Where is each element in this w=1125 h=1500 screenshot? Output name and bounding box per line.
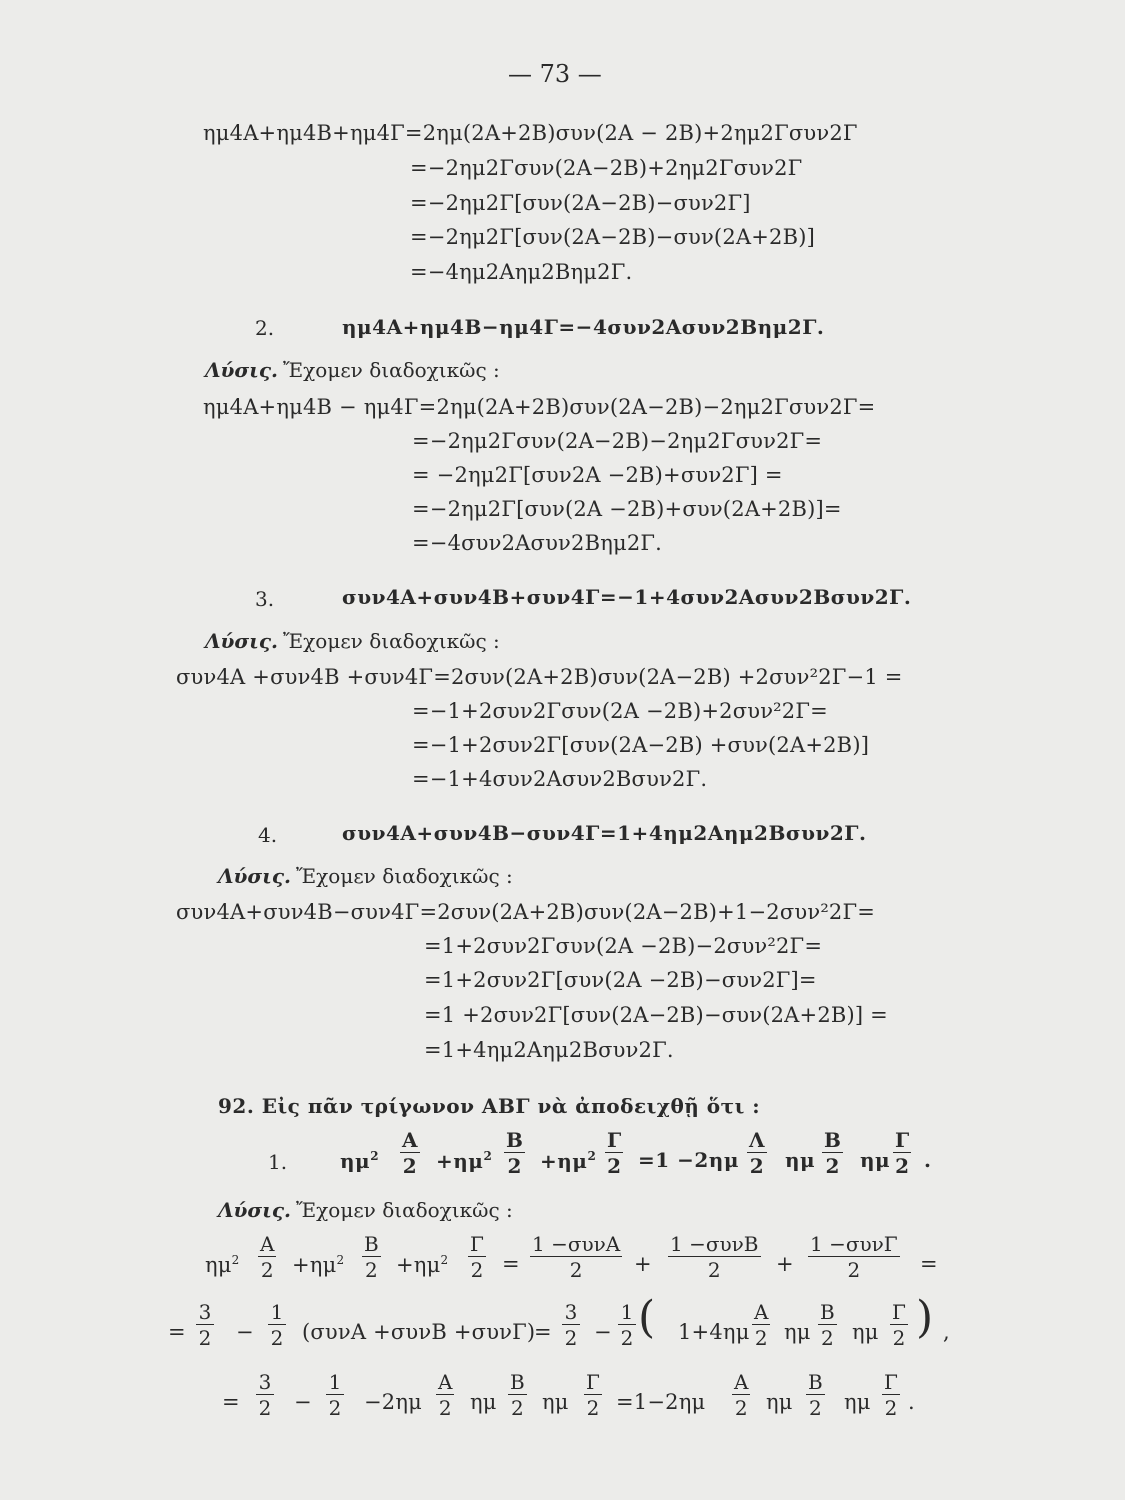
fraction: Γ 2: [890, 1302, 908, 1348]
item-statement: ημ4Α+ημ4Β−ημ4Γ=−4συν2Ασυν2Βημ2Γ.: [342, 315, 825, 339]
derivation-line: =−2ημ2Γ[συν(2Α −2Β)+συν(2Α+2Β)]=: [412, 497, 842, 521]
page-number: — 73 —: [508, 60, 602, 88]
item-statement: συν4Α+συν4Β+συν4Γ=−1+4συν2Ασυν2Βσυν2Γ.: [342, 585, 912, 609]
lysis-label: Λύσις.: [218, 864, 291, 888]
derivation-line: =−2ημ2Γ[συν(2Α−2Β)−συν2Γ]: [410, 191, 751, 215]
fraction: Α 2: [260, 1232, 275, 1282]
derivation-line: =−1+2συν2Γ[συν(2Α−2Β) +συν(2Α+2Β)]: [412, 733, 870, 757]
item-number: 4.: [258, 823, 278, 847]
item-statement: συν4Α+συν4Β−συν4Γ=1+4ημ2Αημ2Βσυν2Γ.: [342, 821, 867, 845]
fraction: 3 2: [562, 1302, 580, 1348]
formula-text: ημ: [785, 1148, 816, 1172]
section-heading: 92. Εἰς πᾶν τρίγωνον ΑΒΓ νὰ ἀποδειχθῇ ὅτι :: [218, 1094, 761, 1118]
derivation-line: συν4Α +συν4Β +συν4Γ=2συν(2Α+2Β)συν(2Α−2Β) +2συν²2Γ−1 =: [176, 665, 903, 689]
lysis-label: Λύσις.: [218, 1198, 291, 1222]
formula-text: $+\eta\mu^2$: [396, 1253, 449, 1277]
derivation-line: =1+2συν2Γσυν(2Α −2Β)−2συν²2Γ=: [424, 934, 823, 958]
fraction: Β 2: [824, 1128, 841, 1178]
formula-text: =: [168, 1320, 186, 1344]
fraction: Α 2: [402, 1128, 418, 1178]
formula-text: ημ: [766, 1390, 793, 1414]
fraction: 3 2: [256, 1372, 274, 1418]
item-number: 1.: [268, 1150, 288, 1174]
fraction: 1 2: [268, 1302, 286, 1348]
fraction: Β 2: [506, 1128, 523, 1178]
derivation-line: συν4Α+συν4Β−συν4Γ=2συν(2Α+2Β)συν(2Α−2Β)+1−2συν²2Γ=: [176, 900, 876, 924]
item-number: 3.: [255, 587, 275, 611]
lysis-label: Λύσις.: [205, 629, 278, 653]
formula-text: .: [924, 1148, 932, 1172]
formula-text: ημ: [844, 1390, 871, 1414]
formula-text: ημ: [542, 1390, 569, 1414]
fraction: Γ 2: [468, 1234, 486, 1280]
formula-text: ): [916, 1292, 934, 1343]
fraction: 1 −συνΒ 2: [670, 1232, 759, 1282]
derivation-line: ημ4Α+ημ4Β − ημ4Γ=2ημ(2Α+2Β)συν(2Α−2Β)−2ημ2Γσυν2Γ=: [203, 395, 876, 419]
formula-text: ,: [943, 1320, 950, 1344]
lysis-label: Λύσις.: [205, 358, 278, 382]
formula-text: $\eta\mu^2$: [205, 1253, 240, 1277]
formula-text: $\eta\mu^2$: [340, 1149, 380, 1173]
fraction: 1 −συνΑ 2: [532, 1232, 621, 1282]
fraction: 1 2: [618, 1302, 636, 1348]
formula-text: =1−2ημ: [616, 1390, 706, 1414]
formula-text: −: [236, 1320, 254, 1344]
fraction: 3 2: [196, 1302, 214, 1348]
formula-text: ημ: [470, 1390, 497, 1414]
derivation-line: =−4συν2Ασυν2Βημ2Γ.: [412, 531, 663, 555]
derivation-line: =−1+2συν2Γσυν(2Α −2Β)+2συν²2Γ=: [412, 699, 828, 723]
fraction: Λ 2: [749, 1128, 765, 1178]
formula-text: =: [920, 1252, 938, 1276]
lysis-text: Ἔχομεν διαδοχικῶς :: [283, 629, 500, 653]
derivation-line: ημ4Α+ημ4Β+ημ4Γ=2ημ(2Α+2Β)συν(2Α − 2Β)+2ημ2Γσυν2Γ: [203, 121, 858, 145]
formula-text: (: [638, 1292, 656, 1343]
lysis-text: Ἔχομεν διαδοχικῶς :: [296, 1198, 513, 1222]
formula-text: =1 −2ημ: [638, 1148, 739, 1172]
fraction: Α 2: [438, 1370, 453, 1420]
lysis-text: Ἔχομεν διαδοχικῶς :: [283, 358, 500, 382]
fraction: Γ 2: [584, 1372, 602, 1418]
formula-text: =: [502, 1252, 520, 1276]
derivation-line: =−2ημ2Γ[συν(2Α−2Β)−συν(2Α+2Β)]: [410, 225, 816, 249]
derivation-line: =−2ημ2Γσυν(2Α−2Β)−2ημ2Γσυν2Γ=: [412, 429, 823, 453]
fraction: Γ 2: [895, 1128, 910, 1178]
derivation-line: =−2ημ2Γσυν(2Α−2Β)+2ημ2Γσυν2Γ: [410, 156, 803, 180]
formula-text: ημ: [852, 1320, 879, 1344]
derivation-line: =−4ημ2Αημ2Βημ2Γ.: [410, 260, 633, 284]
formula-text: (συνΑ +συνΒ +συνΓ): [302, 1320, 536, 1344]
formula-text: ημ: [784, 1320, 811, 1344]
fraction: 1 2: [326, 1372, 344, 1418]
derivation-line: = −2ημ2Γ[συν2Α −2Β)+συν2Γ] =: [412, 463, 783, 487]
fraction: Β 2: [510, 1370, 525, 1420]
formula-text: 1+4ημ: [678, 1320, 750, 1344]
derivation-line: =−1+4συν2Ασυν2Βσυν2Γ.: [412, 767, 708, 791]
formula-text: =: [222, 1390, 240, 1414]
formula-text: $+\eta\mu^2$: [292, 1253, 345, 1277]
formula-text: −2ημ: [364, 1390, 422, 1414]
formula-text: ημ: [860, 1148, 891, 1172]
fraction: Β 2: [820, 1300, 835, 1350]
formula-text: $+\eta\mu^2$: [436, 1149, 493, 1173]
formula-text: −: [294, 1390, 312, 1414]
derivation-line: =1 +2συν2Γ[συν(2Α−2Β)−συν(2Α+2Β)] =: [424, 1003, 888, 1027]
formula-text: =: [534, 1320, 552, 1344]
lysis-text: Ἔχομεν διαδοχικῶς :: [296, 864, 513, 888]
derivation-line: =1+4ημ2Αημ2Βσυν2Γ.: [424, 1038, 674, 1062]
fraction: 1 −συνΓ 2: [810, 1232, 898, 1282]
formula-text: +: [634, 1252, 652, 1276]
item-number: 2.: [255, 316, 275, 340]
derivation-line: =1+2συν2Γ[συν(2Α −2Β)−συν2Γ]=: [424, 968, 817, 992]
formula-text: −: [594, 1320, 612, 1344]
fraction: Β 2: [808, 1370, 823, 1420]
formula-text: +: [776, 1252, 794, 1276]
fraction: Α 2: [734, 1370, 749, 1420]
fraction: Α 2: [754, 1300, 769, 1350]
fraction: Γ 2: [607, 1128, 622, 1178]
formula-text: .: [908, 1390, 915, 1414]
formula-text: $+\eta\mu^2$: [540, 1149, 597, 1173]
fraction: Β 2: [364, 1232, 379, 1282]
fraction: Γ 2: [882, 1372, 900, 1418]
